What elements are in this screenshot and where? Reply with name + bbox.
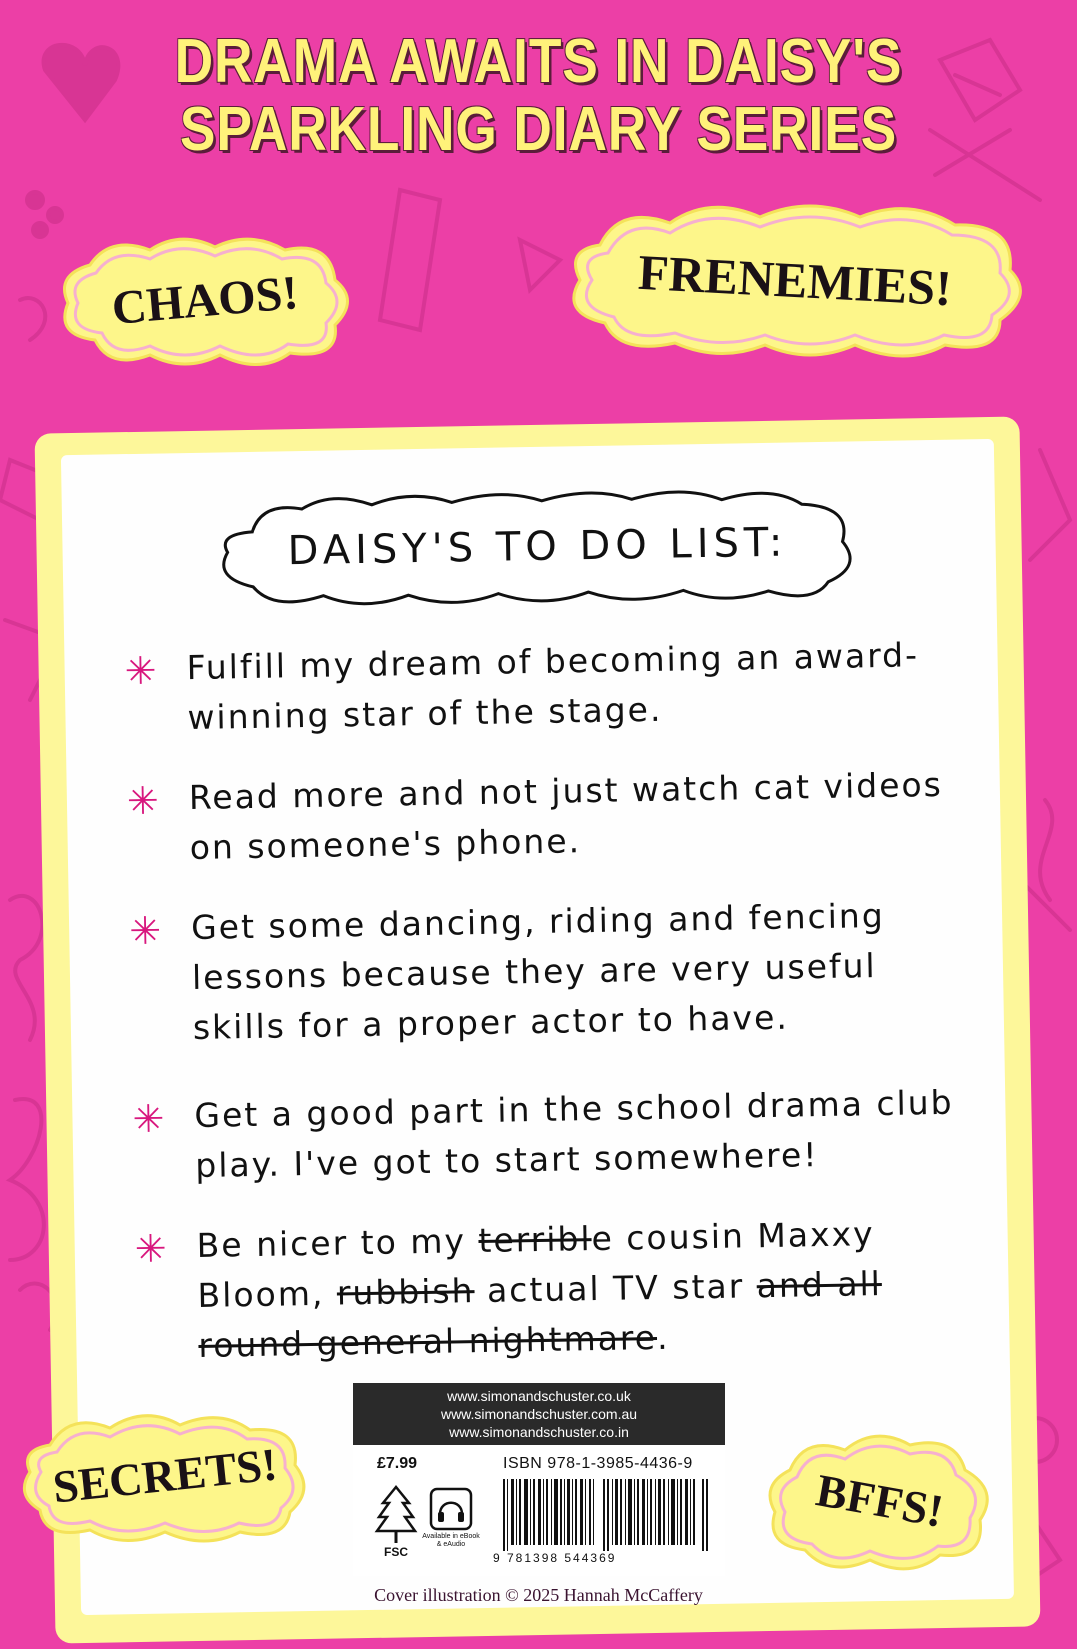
bffs-label: BFFS!: [812, 1463, 948, 1537]
todo-item: [129, 889, 981, 1054]
todo-item-text-part: .: [656, 1317, 670, 1357]
ebook-audio-label: Available in eBook & eAudio: [422, 1533, 480, 1548]
todo-title-cloud: [212, 481, 864, 612]
crossed-out-phrase: and all round general nightmare: [198, 1264, 883, 1365]
todo-item: [134, 1207, 986, 1372]
secrets-cloud: [15, 1400, 315, 1550]
todo-item-text-part: Be nicer to my: [196, 1221, 479, 1265]
publisher-urls: [353, 1383, 725, 1445]
todo-item-text: Get a good part in the school drama club play. I've got to start somewhere!: [194, 1082, 954, 1185]
todo-item: [132, 1077, 984, 1192]
frenemies-cloud: [560, 195, 1030, 365]
barcode-digits: 9 781398 544369: [493, 1551, 617, 1565]
todo-item: [126, 759, 978, 874]
secrets-label: SECRETS!: [50, 1437, 280, 1513]
todo-item: [124, 629, 976, 744]
todo-item-text-part: e cousin Maxxy Bloom,: [197, 1214, 875, 1315]
cover-credit: Cover illustration © 2025 Hannah McCaffery: [374, 1585, 703, 1605]
todo-item-text: Get some dancing, riding and fencing lessons because they are very useful skills for a proper actor to have.: [190, 895, 886, 1048]
todo-list: [124, 629, 987, 1402]
crossed-out-word: rubbish: [336, 1271, 475, 1313]
headline-line-1: DRAMA AWAITS IN DAISY'S: [174, 27, 903, 96]
fsc-label: FSC: [384, 1545, 408, 1559]
barcode-bars: [503, 1479, 709, 1551]
asterisk-icon: ✳: [132, 1096, 165, 1142]
asterisk-icon: ✳: [126, 778, 160, 824]
frenemies-label: FRENEMIES!: [636, 243, 954, 317]
asterisk-icon: ✳: [124, 648, 157, 694]
isbn: ISBN 978-1-3985-4436-9: [503, 1455, 693, 1472]
fsc-tree-icon: [373, 1483, 419, 1547]
todo-item-text: [196, 1207, 986, 1371]
headline-line-2: SPARKLING DIARY SERIES: [179, 95, 898, 164]
asterisk-icon: ✳: [134, 1226, 167, 1272]
bffs-cloud: [760, 1420, 1000, 1580]
asterisk-icon: ✳: [128, 908, 162, 954]
chaos-cloud: [50, 225, 360, 375]
crossed-out-word: terribl: [478, 1219, 592, 1261]
todo-title: DAISY'S TO DO LIST:: [287, 519, 788, 575]
todo-item-text: Fulfill my dream of becoming an award-winning star of the stage.: [186, 635, 920, 738]
publisher-url: www.simonandschuster.co.in: [449, 1424, 629, 1440]
todo-item-text: Read more and not just watch cat videos on someone's phone.: [188, 764, 944, 868]
publisher-url: www.simonandschuster.co.uk: [447, 1388, 631, 1404]
price: £7.99: [377, 1455, 418, 1472]
publisher-url: www.simonandschuster.com.au: [440, 1406, 638, 1422]
headphones-icon: [429, 1487, 473, 1531]
series-headline: [75, 28, 1001, 164]
barcode-panel: [353, 1383, 725, 1576]
todo-item-text-part: actual TV star: [474, 1266, 758, 1311]
chaos-label: CHAOS!: [109, 265, 301, 335]
